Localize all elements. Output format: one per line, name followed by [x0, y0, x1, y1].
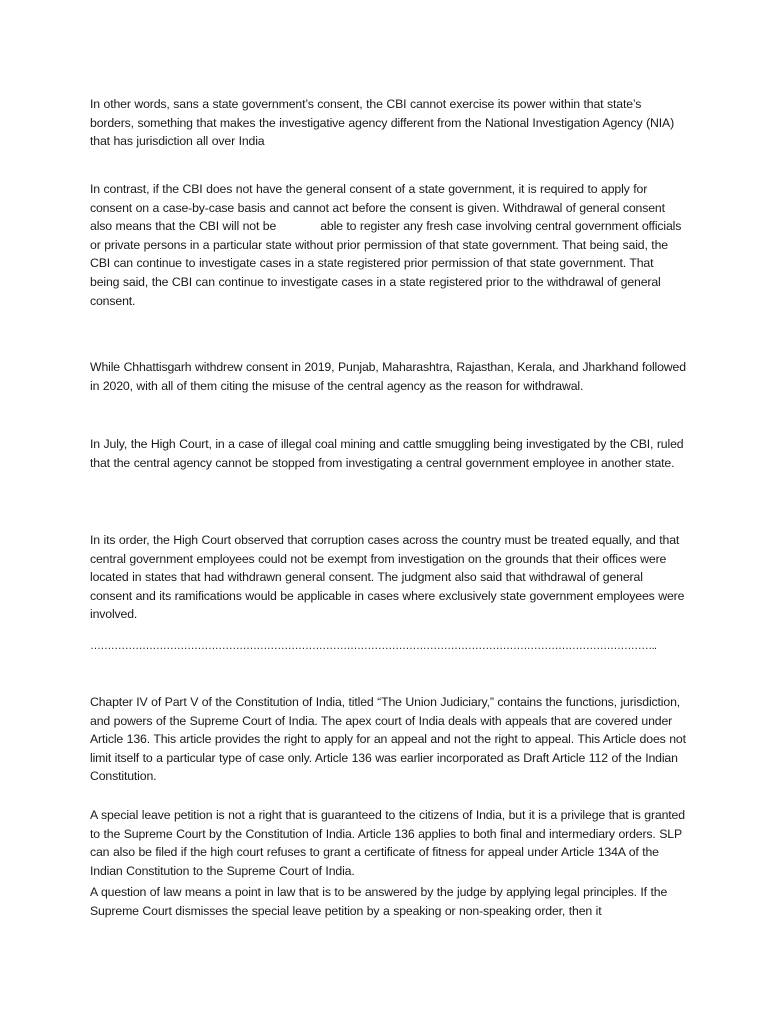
paragraph-high-court-order: In its order, the High Court observed that corruption cases across the country must be treated equally, and that central government employees could not be exempt from investigation on the grounds that their offices were located in states that had withdrawn general consent. The judgment also said that withdrawal of general consent and its ramifications would be applicable in cases where exclusively state government employees were involved. — [90, 533, 685, 622]
dotted-separator: ……………………………………………………………………………………………………………………………………………….. — [90, 640, 657, 652]
paragraph-general-consent — [90, 180, 686, 310]
paragraph-question-of-law: A question of law means a point in law that is to be answered by the judge by applying legal principles. If the Supreme Court dismisses the special leave petition by a speaking or non-speaking order, then it — [90, 885, 668, 918]
paragraph-cbi-consent: In other words, sans a state government’s consent, the CBI cannot exercise its power within that state’s borders, something that makes the investigative agency different from the National Investigation Agency (NIA) that has jurisdiction all over India — [90, 97, 675, 149]
paragraph-special-leave-petition: A special leave petition is not a right that is guaranteed to the citizens of India, but it is a privilege that is granted to the Supreme Court by the Constitution of India. Article 136 applies to both final and intermediary orders. SLP can also be filed if the high court refuses to grant a certificate of fitness for appeal under Article 134A of the Indian Constitution to the Supreme Court of India. — [90, 808, 685, 878]
paragraph-high-court-july: In July, the High Court, in a case of illegal coal mining and cattle smuggling being investigated by the CBI, ruled that the central agency cannot be stopped from investigating a central government employee in another state. — [90, 437, 684, 470]
paragraph-general-consent-part-1: In contrast, if the CBI does not have the general consent of a state government, it is required to apply for consent on a case-by-case basis and cannot act before the consent is given. Withdrawal of general consent also means that the CBI will not be — [90, 182, 665, 234]
paragraph-union-judiciary: Chapter IV of Part V of the Constitution of India, titled “The Union Judiciary,” contains the functions, jurisdiction, and powers of the Supreme Court of India. The apex court of India deals with appeals that are covered under Article 136. This article provides the right to apply for an appeal and not the right to appeal. This Article does not limit itself to a particular type of case only. Article 136 was earlier incorporated as Draft Article 112 of the Indian Constitution. — [90, 695, 686, 784]
paragraph-states-withdrawal: While Chhattisgarh withdrew consent in 2019, Punjab, Maharashtra, Rajasthan, Kerala, and Jharkhand followed in 2020, with all of them citing the misuse of the central agency as the reason for withdrawal. — [90, 360, 686, 393]
paragraph-general-consent-part-2: able to register any fresh case involving central government officials or private persons in a particular state without prior permission of that state government. That being said, the CBI can continue to investigate cases in a state registered prior permission of that state government. That being said, the CBI can continue to investigate cases in a state registered prior to the withdrawal of general consent. — [90, 219, 682, 308]
